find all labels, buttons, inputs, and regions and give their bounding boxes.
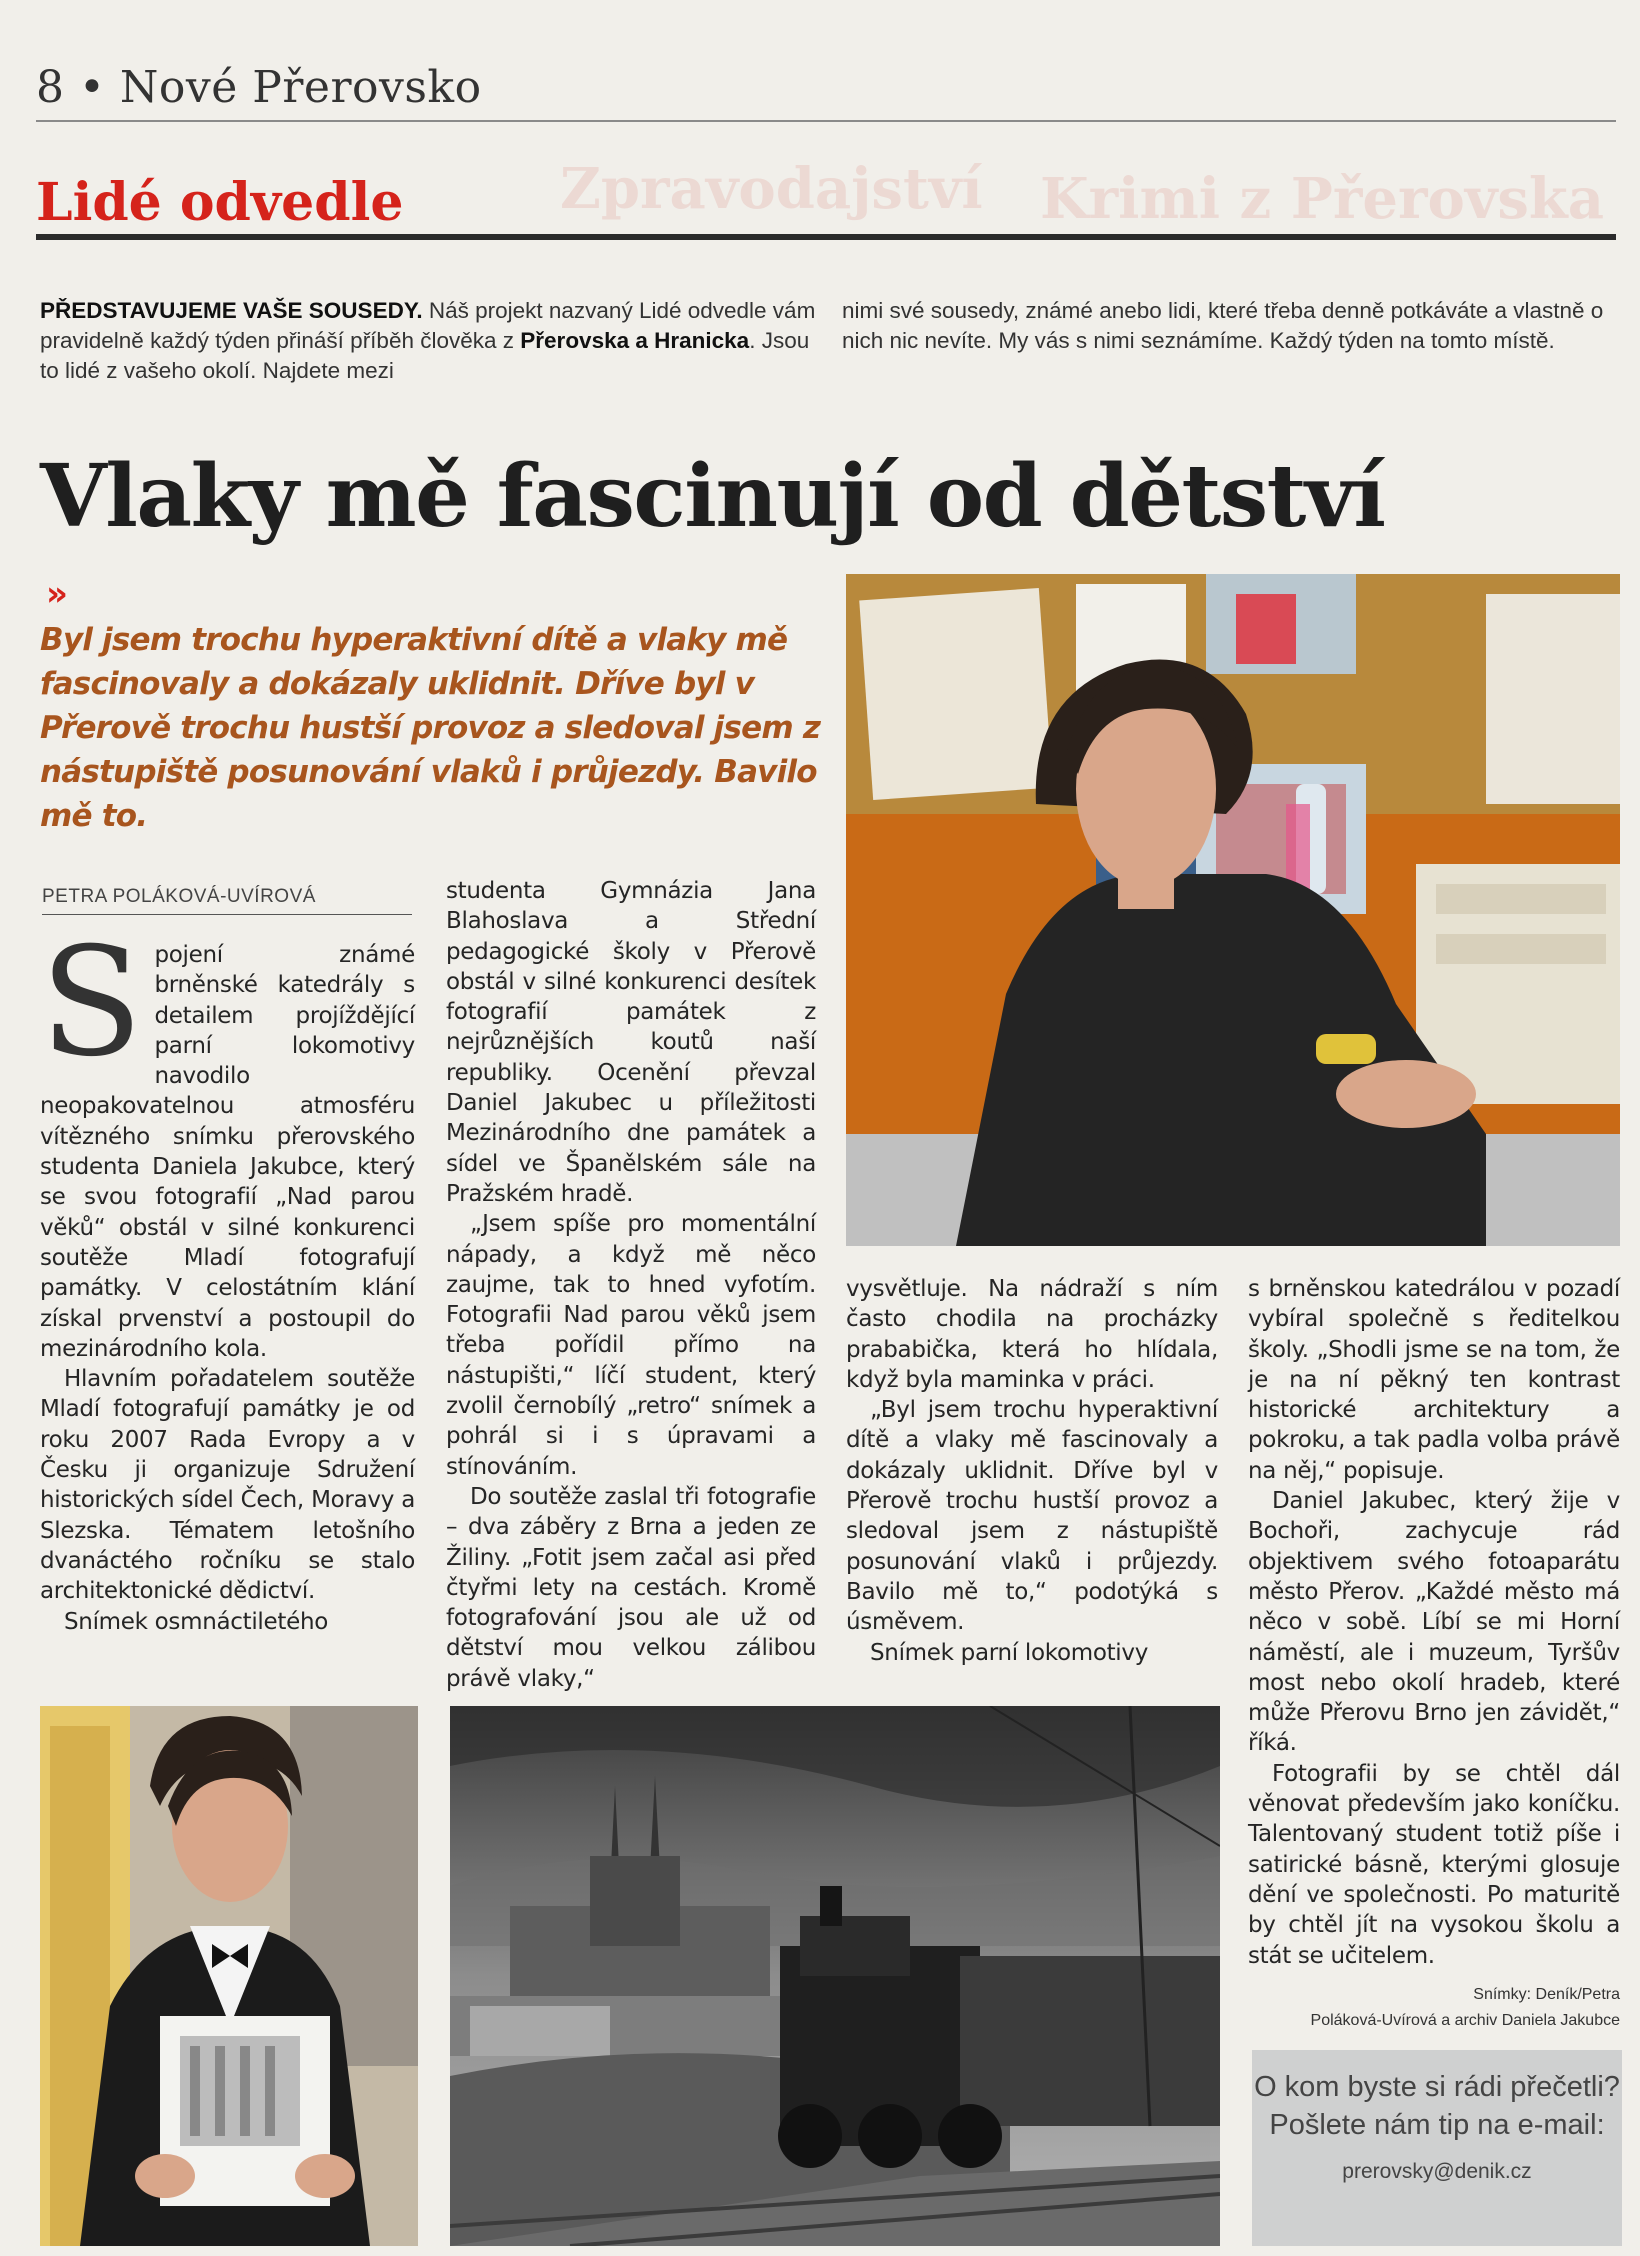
article-column-3 <box>846 1274 1218 1668</box>
paragraph: „Jsem spíše pro momentální nápady, a když mě něco zaujme, tak to hned vyfotím. Fotografii Nad parou věků jsem třeba pořídil přímo na nástupišti,“ líčí student, který zvolil černobílý „retro“ snímek a pohrál si i s úpravami a stínováním. <box>446 1211 816 1480</box>
intro-left <box>40 296 820 386</box>
bleed-through-text: Krimi z Přerovska <box>1040 166 1605 232</box>
bleed-through-text: Zpravodajství <box>560 156 983 222</box>
paragraph: s brněnskou katedrálou v pozadí vybíral společně s ředitelkou školy. „Shodli jsme se na tom, že je na ní pěkný ten kontrast historické architektury a pokroku, a tak padla volba právě na něj,“ popisuje. <box>1248 1276 1620 1484</box>
article-column-2 <box>446 876 816 1694</box>
paragraph: Snímek parní lokomotivy <box>870 1639 1149 1666</box>
byline: PETRA POLÁKOVÁ-UVÍROVÁ <box>42 886 412 915</box>
train-photo <box>450 1706 1220 2246</box>
credit-line: Snímky: Deník/Petra <box>1473 1986 1620 2003</box>
lead-marker-icon: » <box>46 574 68 614</box>
paragraph: Hlavním pořadatelem soutěže Mladí fotografují památky je od roku 2007 Rada Evropy a v Česku ji organizuje Sdružení historických sídel Čech, Moravy a Slezska. Tématem letošního dvanáctého ročníku se stalo architektonické dědictví. <box>40 1366 415 1605</box>
article-headline: Vlaky mě fascinují od dětství <box>40 446 1385 547</box>
paragraph: Fotografii by se chtěl dál věnovat především jako koníčku. Talentovaný student totiž píše i satirické básně, kterými glosuje dění ve společnosti. Po maturitě by chtěl jít na vysokou školu a stát se učitelem. <box>1248 1760 1620 1969</box>
paragraph: pojení známé brněnské katedrály s detailem projíždějící parní lokomotivy navodilo neopakovatelnou atmosféru vítězného snímku přerovského studenta Daniela Jakubce, který se svou fotografií „Nad parou věků“ obstál v silné konkurenci soutěže Mladí fotografují památky. V celostátním klání získal prvenství a postoupil do mezinárodního kola. <box>40 942 415 1362</box>
page-header <box>36 62 1616 122</box>
credit-line: Poláková-Uvírová a archiv Daniela Jakubce <box>1310 2012 1620 2029</box>
page-label: 8 • Nové Přerovsko <box>36 62 482 113</box>
paragraph: Daniel Jakubec, který žije v Bochoři, zachycuje rád objektivem svého fotoaparátu město Přerov. „Každé město má něco v sobě. Líbí se mi Horní náměstí, ale i muzeum, Tyršův most nebo okolí hradeb, které může Přerovu Brno jen závidět,“ říká. <box>1248 1488 1620 1757</box>
paragraph: „Byl jsem trochu hyperaktivní dítě a vlaky mě fascinovaly a dokázaly uklidnit. Dříve byl v Přerově trochu hustší provoz a sledoval jsem z nástupiště posunování vlaků i průjezdy. Bavilo mě to,“ podotýká s úsměvem. <box>846 1397 1218 1636</box>
section-header <box>36 172 1616 240</box>
article-column-4 <box>1248 1274 1620 1971</box>
article-column-1 <box>40 916 415 1637</box>
paragraph: vysvětluje. Na nádraží s ním často chodila na procházky prababička, která ho hlídala, když byla maminka v práci. <box>846 1276 1218 1393</box>
paragraph: studenta Gymnázia Jana Blahoslava a Střední pedagogické školy v Přerově obstál v silné konkurenci desítek fotografií památek z nejrůznějších koutů naší republiky. Ocenění převzal Daniel Jakubec u příležitosti Mezinárodního dne památek a sídel ve Španělském sále na Pražském hradě. <box>446 878 816 1207</box>
tip-box <box>1252 2050 1622 2246</box>
article-lead: Byl jsem trochu hyperaktivní dítě a vlaky mě fascinovaly a dokázaly uklidnit. Dříve byl v Přerově trochu hustší provoz a sledoval jsem z nástupiště posunování vlaků i průjezdy. Bavilo mě to. <box>40 622 821 834</box>
intro-text: Náš projekt nazvaný Lidé odvedle vám pravidelně každý týden přináší příběh člověka z <box>40 298 816 353</box>
paragraph: Do soutěže zaslal tři fotografie – dva záběry z Brna a jeden ze Žiliny. „Fotit jsem začal asi před čtyřmi lety na cestách. Kromě fotografování jsou ale už od dětství mou velkou zálibou právě vlaky,“ <box>446 1483 816 1692</box>
photo-credit <box>1240 1982 1620 2034</box>
tip-text: O kom byste si rádi přečetli? Pošlete nám tip na e-mail: <box>1254 2071 1620 2141</box>
drop-cap: S <box>40 916 143 1090</box>
intro-right: nimi své sousedy, známé anebo lidi, které třeba denně potkáváte a vlastně o nich nic nevíte. My vás s nimi seznámíme. Každý týden na tomto místě. <box>842 298 1604 353</box>
intro-lead: PŘEDSTAVUJEME VAŠE SOUSEDY. <box>40 298 423 323</box>
intro-text: . Jsou to lidé z vašeho okolí. Najdete mezi <box>40 328 810 383</box>
portrait-photo <box>846 574 1620 1246</box>
award-photo <box>40 1706 418 2246</box>
section-title: Lidé odvedle <box>36 172 404 233</box>
tip-email-link[interactable]: prerovsky@denik.cz <box>1342 2160 1532 2183</box>
paragraph: Snímek osmnáctiletého <box>64 1608 328 1635</box>
intro-region: Přerovska a Hranicka <box>520 328 750 353</box>
